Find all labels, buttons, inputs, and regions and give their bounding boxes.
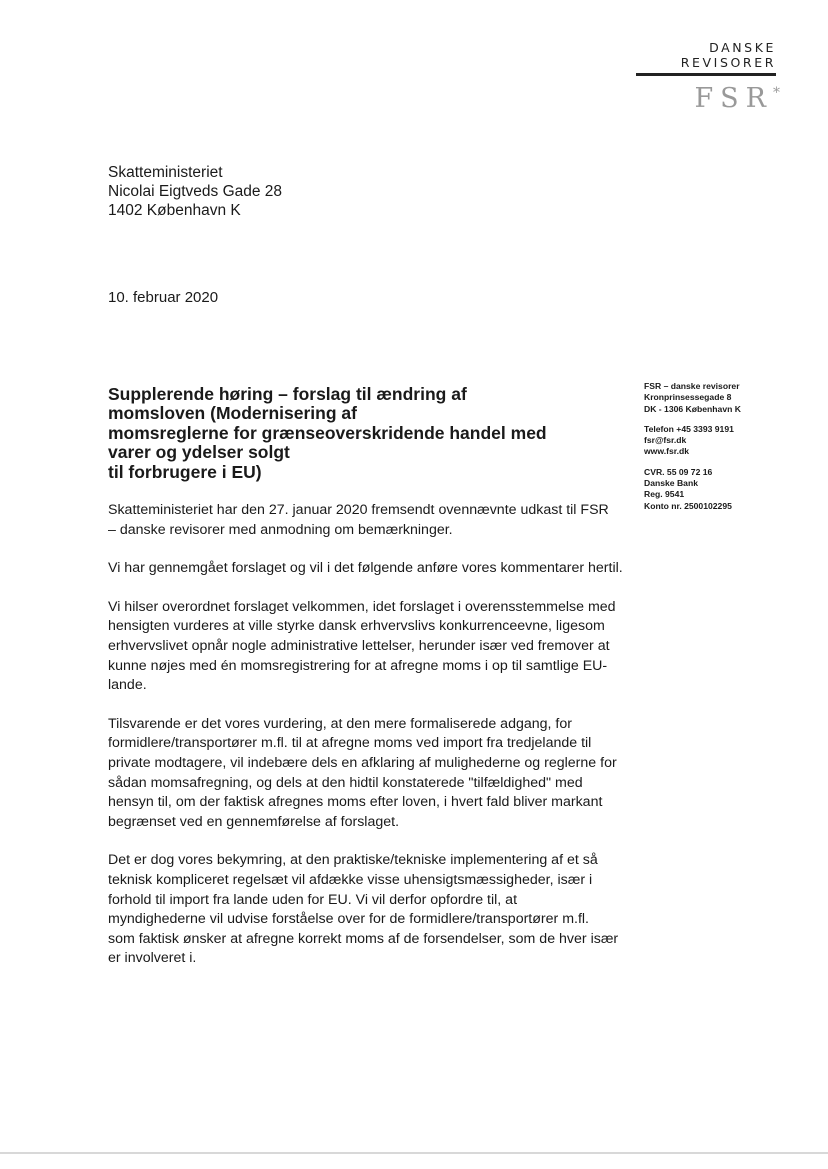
paragraph-intro: [108, 501, 608, 540]
text-line: – danske revisorer med anmodning om bemærkninger.: [108, 521, 453, 538]
logo-rule: [636, 73, 776, 76]
sender-account: Konto nr. 2500102295: [644, 500, 732, 511]
title-line: til forbrugere i EU): [108, 461, 262, 482]
text-line: hensigten vurderes at ville styrke dansk erhvervslivs konkurrenceevne, ligesom: [108, 618, 605, 635]
recipient-line: 1402 København K: [108, 202, 241, 219]
letter-title: [108, 385, 608, 482]
text-line: kunne nøjes med én momsregistrering for at afregne moms i op til samtlige EU-: [108, 657, 608, 674]
text-line: Det er dog vores bekymring, at den praktiske/tekniske implementering af et så: [108, 852, 598, 869]
sender-reg: Reg. 9541: [644, 489, 685, 500]
text-line: erhvervslivet opnår nogle administrative lettelser, herunder især ved fremover at: [108, 637, 610, 654]
page-bottom-edge: [0, 1152, 828, 1154]
sender-cvr: CVR. 55 09 72 16: [644, 466, 713, 477]
sender-website: www.fsr.dk: [644, 446, 690, 457]
letter-body: [108, 501, 623, 969]
recipient-line: Nicolai Eigtveds Gade 28: [108, 183, 283, 200]
title-line: varer og ydelser solgt: [108, 442, 290, 463]
sender-bank-name: Danske Bank: [644, 478, 698, 489]
text-line: som faktisk ønsker at afregne korrekt moms af de forsendelser, som de hver især: [108, 930, 619, 947]
text-line: Tilsvarende er det vores vurdering, at den mere formaliserede adgang, for: [108, 715, 572, 732]
title-line: Supplerende høring – forslag til ændring af: [108, 384, 467, 404]
text-line: Skatteministeriet har den 27. januar 2020 fremsendt ovennævnte udkast til FSR: [108, 502, 609, 518]
logo-mark-text: FSR: [694, 83, 773, 114]
logo-line-revisorer: REVISORER: [680, 55, 776, 70]
title-line: momsreglerne for grænseoverskridende handel med: [108, 422, 547, 443]
logo-mark: [636, 79, 780, 113]
logo-line-danske: DANSKE: [709, 40, 776, 55]
sender-phone: Telefon +45 3393 9191: [644, 423, 734, 434]
sender-info: [644, 381, 774, 521]
paragraph-welcome: [108, 598, 616, 696]
sender-line: Kronprinsessegade 8: [644, 392, 732, 403]
text-line: teknisk kompliceret regelsæt vil afdække visse uhensigtsmæssigheder, især i: [108, 871, 593, 888]
fsr-logo: [636, 40, 780, 114]
text-line: hensyn til, om der faktisk afregnes moms efter loven, i hvert fald bliver markant: [108, 794, 603, 811]
paragraph-review: [108, 559, 623, 579]
text-line: sådan momsafregning, og dels at den hidtil konstaterede "tilfældighed" med: [108, 774, 583, 791]
sender-address: [644, 381, 774, 415]
letter-date: 10. februar 2020: [108, 289, 219, 306]
sender-line: FSR – danske revisorer: [644, 381, 740, 391]
paragraph-concern: [108, 851, 619, 969]
text-line: formidlere/transportører m.fl. til at afregne moms ved import fra tredjelande til: [108, 735, 592, 752]
sender-email: fsr@fsr.dk: [644, 435, 687, 446]
text-line: Vi hilser overordnet forslaget velkommen, idet forslaget i overensstemmelse med: [108, 598, 616, 615]
text-line: Vi har gennemgået forslaget og vil i det følgende anføre vores kommentarer hertil.: [108, 560, 623, 577]
sender-bank: [644, 467, 774, 512]
sender-contact: [644, 424, 774, 458]
text-line: myndighederne vil udvise forståelse over for de formidlere/transportører m.fl.: [108, 911, 589, 928]
logo-mark-asterisk: *: [773, 85, 780, 101]
text-line: forhold til import fra lande uden for EU. Vi vil derfor opfordre til, at: [108, 891, 518, 908]
sender-line: DK - 1306 København K: [644, 403, 741, 414]
text-line: private modtagere, vil indebære dels en afklaring af mulighederne og reglerne for: [108, 754, 617, 771]
text-line: lande.: [108, 677, 147, 694]
recipient-address: [108, 163, 282, 220]
text-line: er involveret i.: [108, 950, 197, 967]
text-line: begrænset ved en gennemførelse af forslaget.: [108, 813, 400, 830]
title-line: momsloven (Modernisering af: [108, 403, 357, 424]
paragraph-assessment: [108, 715, 617, 833]
recipient-line: Skatteministeriet: [108, 164, 223, 181]
